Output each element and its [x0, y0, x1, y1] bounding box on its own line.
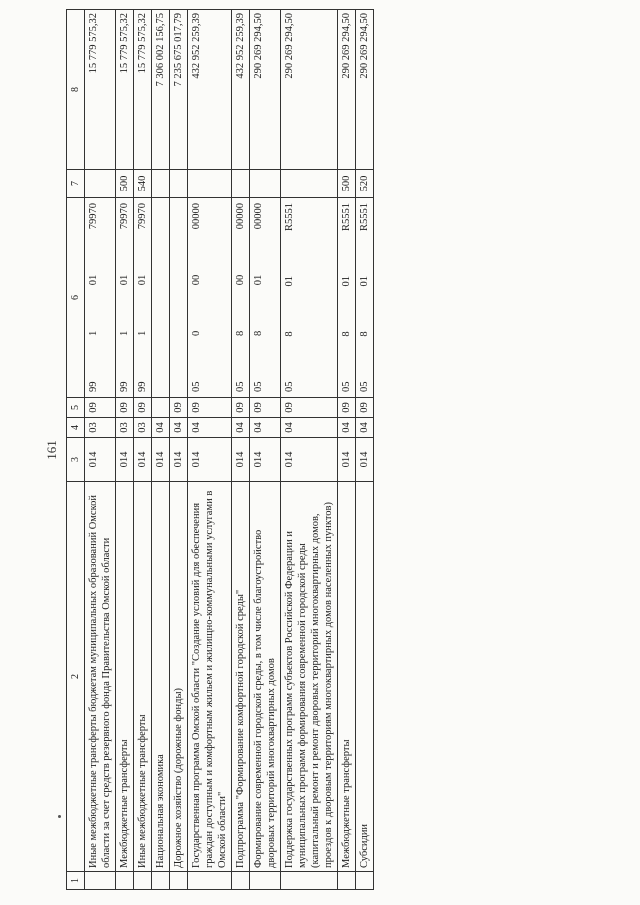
table-row — [116, 10, 134, 890]
column-header: 8 — [67, 10, 85, 170]
row-name-cell: Иные межбюджетные трансферты — [134, 482, 152, 872]
row-rz-cell: 04 — [338, 418, 356, 438]
row-sum-cell: 290 269 294,50 — [250, 10, 281, 170]
csr-code-part: 8 — [341, 331, 352, 337]
csr-code-part: 00000 — [191, 203, 202, 230]
column-number-row — [67, 10, 85, 890]
column-header: 3 — [67, 438, 85, 482]
row-name-cell: Формирование современной городской среды, в том числе благоустройство дворовых территорий многоквартирных домов — [250, 482, 281, 872]
row-col1-cell — [188, 872, 232, 890]
row-sum-cell: 432 952 259,39 — [232, 10, 250, 170]
row-pr-cell: 09 — [116, 398, 134, 418]
row-rz-cell: 04 — [170, 418, 188, 438]
row-rz-cell: 04 — [232, 418, 250, 438]
csr-code-part: 1 — [137, 330, 148, 336]
csr-code-part: 1 — [88, 330, 99, 336]
row-rz-cell: 04 — [250, 418, 281, 438]
csr-code-part: 00 — [191, 274, 202, 286]
row-vr-cell — [152, 170, 170, 198]
row-vr-cell: 500 — [116, 170, 134, 198]
csr-code-part: 99 — [119, 381, 130, 392]
row-pr-cell — [152, 398, 170, 418]
row-name-cell: Дорожное хозяйство (дорожные фонды) — [170, 482, 188, 872]
row-vr-cell — [188, 170, 232, 198]
csr-code — [87, 201, 100, 394]
csr-code-part: 01 — [88, 274, 99, 286]
row-col1-cell — [232, 872, 250, 890]
table-row — [85, 10, 116, 890]
csr-code-part: 8 — [284, 331, 295, 337]
csr-code-part: 00000 — [235, 203, 246, 230]
row-sum-cell: 15 779 575,32 — [85, 10, 116, 170]
row-vr-cell — [170, 170, 188, 198]
row-gr-cell: 014 — [281, 438, 338, 482]
row-sum-cell: 15 779 575,32 — [116, 10, 134, 170]
csr-code-part: 01 — [137, 274, 148, 286]
table-body — [85, 10, 374, 890]
row-csr-cell — [170, 198, 188, 398]
page-number: 161 — [44, 440, 59, 460]
csr-code — [252, 201, 265, 394]
row-csr-cell — [188, 198, 232, 398]
csr-code-part: 01 — [119, 274, 130, 286]
column-header: 2 — [67, 482, 85, 872]
row-col1-cell — [281, 872, 338, 890]
row-pr-cell: 09 — [134, 398, 152, 418]
row-name-cell: Иные межбюджетные трансферты бюджетам муниципальных образований Омской области за счет средств резервного фонда Правительства Омской области — [85, 482, 116, 872]
column-header: 4 — [67, 418, 85, 438]
csr-code-part: 05 — [359, 381, 370, 392]
row-vr-cell: 540 — [134, 170, 152, 198]
budget-table — [66, 9, 374, 890]
row-vr-cell — [232, 170, 250, 198]
row-name-cell: Национальная экономика — [152, 482, 170, 872]
row-csr-cell — [134, 198, 152, 398]
row-csr-cell — [116, 198, 134, 398]
csr-code-part: 1 — [119, 330, 130, 336]
row-csr-cell — [152, 198, 170, 398]
row-name-cell: Подпрограмма "Формирование комфортной городской среды" — [232, 482, 250, 872]
row-gr-cell: 014 — [338, 438, 356, 482]
row-csr-cell — [250, 198, 281, 398]
row-pr-cell: 09 — [170, 398, 188, 418]
row-gr-cell: 014 — [250, 438, 281, 482]
csr-code — [340, 201, 353, 394]
csr-code-part: 8 — [359, 331, 370, 337]
csr-code-part: R5551 — [359, 203, 370, 232]
row-name-cell: Межбюджетные трансферты — [116, 482, 134, 872]
row-gr-cell: 014 — [116, 438, 134, 482]
row-sum-cell: 432 952 259,39 — [188, 10, 232, 170]
row-gr-cell: 014 — [188, 438, 232, 482]
row-vr-cell — [281, 170, 338, 198]
row-csr-cell — [232, 198, 250, 398]
csr-code-part: 01 — [284, 275, 295, 287]
row-rz-cell: 04 — [356, 418, 374, 438]
csr-code — [118, 201, 131, 394]
csr-code-part: 05 — [284, 381, 295, 392]
csr-code-part: 05 — [341, 381, 352, 392]
row-name-cell: Поддержка государственных программ субъектов Российской Федерации и муниципальных программ формирования современной городской среды (капитальный ремонт и ремонт дворовых территорий многоквартирных домов, проездов к дворовым территориям многоквартирных домов населенных пунктов) — [281, 482, 338, 872]
row-csr-cell — [85, 198, 116, 398]
row-col1-cell — [152, 872, 170, 890]
scan-speck — [58, 815, 61, 818]
csr-code — [358, 201, 371, 394]
column-header: 7 — [67, 170, 85, 198]
row-rz-cell: 03 — [116, 418, 134, 438]
table-row — [188, 10, 232, 890]
row-rz-cell: 03 — [85, 418, 116, 438]
row-sum-cell: 290 269 294,50 — [356, 10, 374, 170]
row-gr-cell: 014 — [134, 438, 152, 482]
row-pr-cell: 09 — [232, 398, 250, 418]
table-row — [356, 10, 374, 890]
row-sum-cell: 15 779 575,32 — [134, 10, 152, 170]
csr-code-part: 00 — [235, 274, 246, 286]
row-gr-cell: 014 — [152, 438, 170, 482]
row-vr-cell: 520 — [356, 170, 374, 198]
column-header: 6 — [67, 198, 85, 398]
row-name-cell: Государственная программа Омской области "Создание условий для обеспечения граждан доступным и комфортным жильем и жилищно-коммунальными услугами в Омской области" — [188, 482, 232, 872]
csr-code-part: 8 — [235, 330, 246, 336]
csr-code — [136, 201, 149, 394]
csr-code-part: 05 — [191, 381, 202, 392]
row-name-cell: Межбюджетные трансферты — [338, 482, 356, 872]
csr-code-part: R5551 — [341, 203, 352, 232]
row-col1-cell — [356, 872, 374, 890]
row-gr-cell: 014 — [85, 438, 116, 482]
row-pr-cell: 09 — [188, 398, 232, 418]
row-col1-cell — [338, 872, 356, 890]
rotated-sheet — [44, 10, 614, 890]
row-pr-cell: 09 — [338, 398, 356, 418]
row-sum-cell: 7 235 675 017,79 — [170, 10, 188, 170]
csr-code — [234, 201, 247, 394]
row-csr-cell — [281, 198, 338, 398]
row-col1-cell — [134, 872, 152, 890]
table-row — [152, 10, 170, 890]
row-vr-cell — [85, 170, 116, 198]
row-vr-cell: 500 — [338, 170, 356, 198]
row-pr-cell: 09 — [85, 398, 116, 418]
row-gr-cell: 014 — [232, 438, 250, 482]
csr-code-part: 01 — [359, 275, 370, 287]
csr-code-part: 05 — [253, 381, 264, 392]
table-row — [232, 10, 250, 890]
row-gr-cell: 014 — [356, 438, 374, 482]
table-row — [250, 10, 281, 890]
table-row — [170, 10, 188, 890]
csr-code-part: 05 — [235, 381, 246, 392]
csr-code — [190, 201, 203, 394]
table-row — [134, 10, 152, 890]
row-rz-cell: 04 — [188, 418, 232, 438]
csr-code-part: 99 — [88, 381, 99, 392]
column-header: 5 — [67, 398, 85, 418]
csr-code-part: R5551 — [284, 203, 295, 232]
csr-code-part: 79970 — [88, 203, 99, 230]
csr-code-part: 01 — [341, 275, 352, 287]
row-sum-cell: 7 306 002 156,75 — [152, 10, 170, 170]
row-col1-cell — [170, 872, 188, 890]
row-pr-cell: 09 — [281, 398, 338, 418]
row-sum-cell: 290 269 294,50 — [338, 10, 356, 170]
row-pr-cell: 09 — [356, 398, 374, 418]
row-name-cell: Субсидии — [356, 482, 374, 872]
csr-code-part: 00000 — [253, 203, 264, 230]
csr-code-part: 99 — [137, 381, 148, 392]
csr-code — [283, 201, 296, 394]
csr-code-part: 79970 — [137, 203, 148, 230]
csr-code-part: 8 — [253, 330, 264, 336]
row-sum-cell: 290 269 294,50 — [281, 10, 338, 170]
row-rz-cell: 04 — [281, 418, 338, 438]
csr-code-part: 01 — [253, 274, 264, 286]
row-col1-cell — [250, 872, 281, 890]
row-col1-cell — [85, 872, 116, 890]
row-gr-cell: 014 — [170, 438, 188, 482]
row-pr-cell: 09 — [250, 398, 281, 418]
column-header: 1 — [67, 872, 85, 890]
csr-code-part: 0 — [191, 330, 202, 336]
csr-code-part: 79970 — [119, 203, 130, 230]
table-row — [281, 10, 338, 890]
table-row — [338, 10, 356, 890]
row-rz-cell: 04 — [152, 418, 170, 438]
row-col1-cell — [116, 872, 134, 890]
row-vr-cell — [250, 170, 281, 198]
row-csr-cell — [356, 198, 374, 398]
row-csr-cell — [338, 198, 356, 398]
row-rz-cell: 03 — [134, 418, 152, 438]
